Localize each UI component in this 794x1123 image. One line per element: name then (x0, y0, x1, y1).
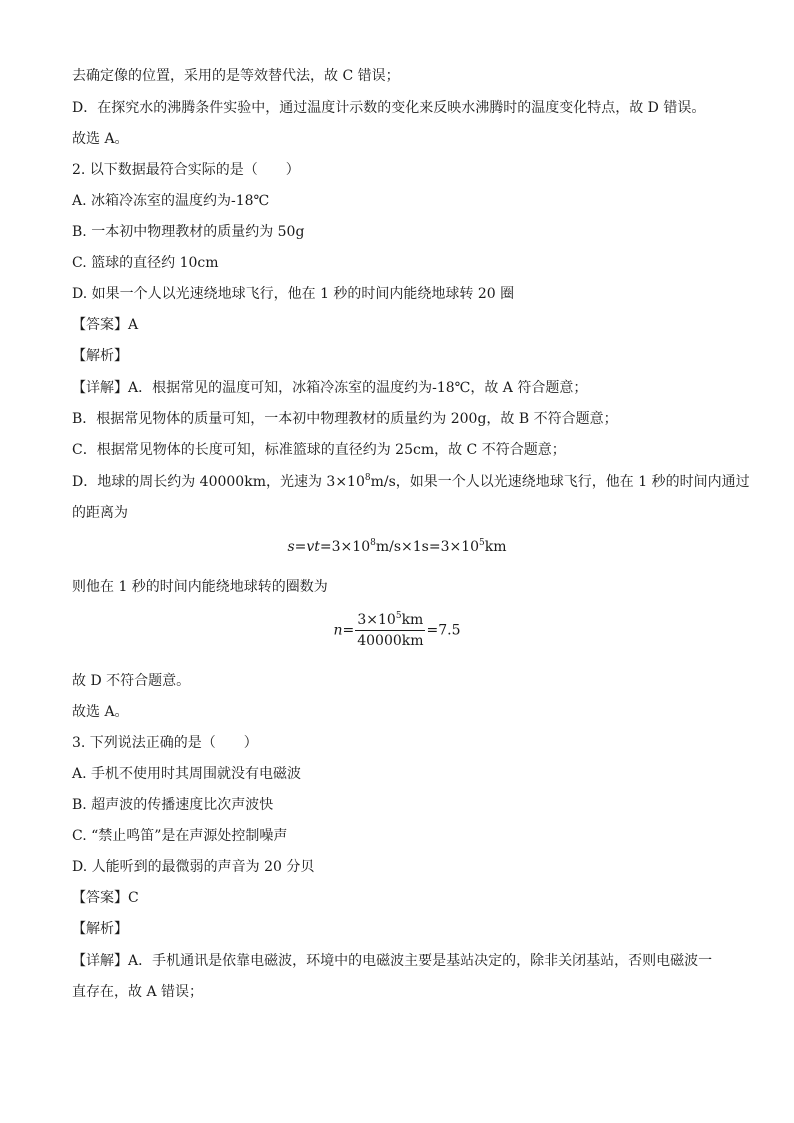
option-d: D. 如果一个人以光速绕地球飞行，他在 1 秒的时间内能绕地球转 20 圈 (72, 286, 515, 302)
text-line: 去确定像的位置，采用的是等效替代法，故 C 错误； (72, 68, 400, 84)
equation-result: =7.5 (426, 622, 461, 639)
superscript: 8 (370, 538, 376, 548)
text-line: D．在探究水的沸腾条件实验中，通过温度计示数的变化来反映水沸腾时的温度变化特点，故 D 错误。 (72, 100, 706, 116)
question-2-stem: 2. 以下数据最符合实际的是（ ） (72, 162, 300, 178)
explanation-line: B．根据常见物体的质量可知，一本初中物理教材的质量约为 200g，故 B 不符合题意； (72, 411, 618, 427)
explanation-line: 【详解】A．根据常见的温度可知，冰箱冷冻室的温度约为-18℃，故 A 符合题意； (72, 380, 588, 396)
option-b: B. 超声波的传播速度比次声波快 (72, 797, 274, 813)
question-3-stem: 3. 下列说法正确的是（ ） (72, 735, 258, 751)
superscript: 5 (479, 538, 485, 548)
fraction-numerator (355, 612, 425, 631)
text-line: 故选 A。 (72, 131, 129, 147)
fraction (355, 612, 425, 649)
explanation-line: 直存在，故 A 错误； (72, 984, 204, 1000)
explanation-line: 故 D 不符合题意。 (72, 673, 191, 689)
explanation-line: C．根据常见物体的长度可知，标准篮球的直径约为 25cm，故 C 不符合题意； (72, 442, 566, 458)
superscript: 5 (395, 611, 402, 621)
explanation-line (72, 472, 750, 492)
equation-fragment: km (401, 612, 424, 628)
option-c: C. 篮球的直径约 10cm (72, 255, 219, 271)
analysis-label: 【解析】 (72, 921, 128, 937)
equation-fragment: km (484, 539, 507, 555)
explanation-line: 【详解】A．手机通讯是依靠电磁波，环境中的电磁波主要是基站决定的，除非关闭基站，否则电磁波一 (72, 953, 713, 969)
equation-variable: s=vt (287, 539, 320, 555)
equation-fragment: m/s×1s=3×10 (375, 539, 480, 555)
equation-variable: n= (333, 622, 355, 639)
option-a: A. 冰箱冷冻室的温度约为-18℃ (72, 193, 270, 209)
superscript: 8 (364, 473, 371, 483)
answer-label: 【答案】A (72, 317, 139, 333)
text-fragment: D．地球的周长约为 40000km，光速为 3×10 (72, 474, 365, 490)
equation-fragment: 3×10 (357, 612, 396, 628)
answer-label: 【答案】C (72, 890, 139, 906)
conclusion-line: 故选 A。 (72, 704, 129, 720)
option-c: C. “禁止鸣笛”是在声源处控制噪声 (72, 828, 288, 844)
fraction-denominator: 40000km (357, 633, 424, 649)
analysis-label: 【解析】 (72, 348, 128, 364)
equation-distance (0, 539, 794, 555)
equation-laps (0, 612, 794, 649)
option-d: D. 人能听到的最微弱的声音为 20 分贝 (72, 859, 315, 875)
equation-fragment: =3×10 (319, 539, 371, 555)
option-b: B. 一本初中物理教材的质量约为 50g (72, 224, 305, 240)
text-fragment: m/s，如果一个人以光速绕地球飞行，他在 1 秒的时间内通过 (370, 474, 750, 490)
explanation-line: 则他在 1 秒的时间内能绕地球转的圈数为 (72, 579, 328, 595)
option-a: A. 手机不使用时其周围就没有电磁波 (72, 766, 302, 782)
explanation-line: 的距离为 (72, 505, 128, 521)
